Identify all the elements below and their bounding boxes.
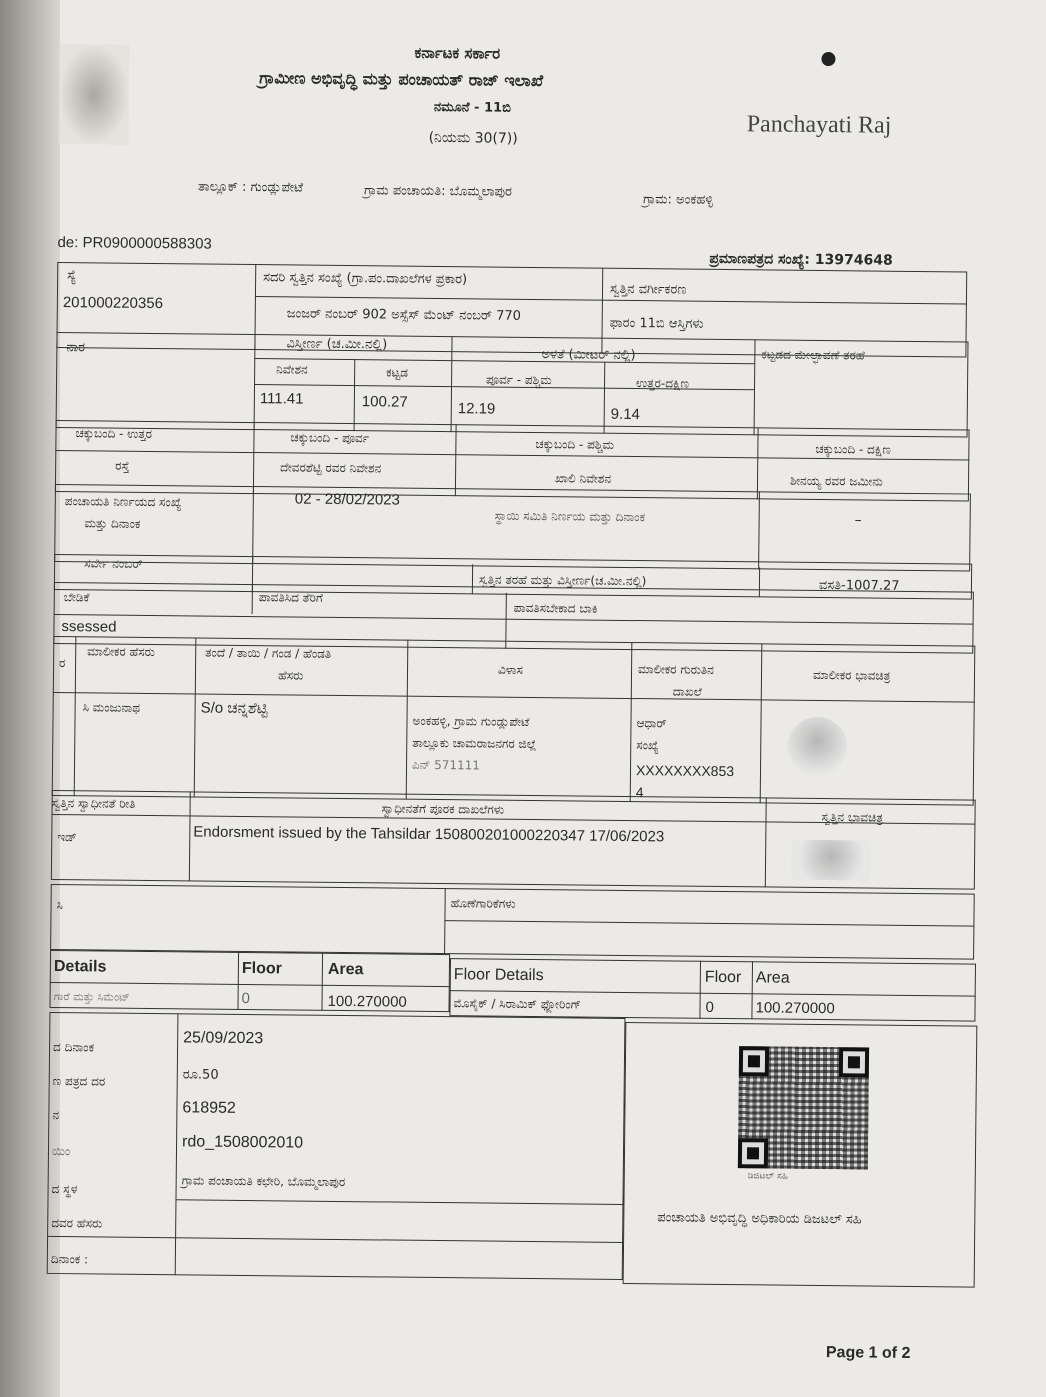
tax-paid-label: ಪಾವತಿಸಿದ ತೆರಿಗೆ <box>258 590 323 605</box>
receipt-label: ನ <box>52 1107 60 1123</box>
north-south-label: ಉತ್ತರ-ದಕ್ಷಿಣ <box>635 376 690 391</box>
site-label: ನಿವೇಶನ <box>276 362 308 377</box>
standing-committee-label: ಸ್ಥಾಯಿ ಸಮಿತಿ ನಿರ್ಣಯ ಮತ್ತು ದಿನಾಂಕ <box>494 508 646 525</box>
issue-place-value: ಗ್ರಾಮ ಪಂಚಾಯತಿ ಕಛೇರಿ, ಬೊಮ್ಮಲಾಪುರ <box>181 1173 346 1190</box>
property-id-label: ಸ್ಯೆ <box>67 268 77 284</box>
acquisition-type: ಇಡ್ <box>57 830 77 845</box>
liabilities-label: ಹೊಣೆಗಾರಿಕೆಗಳು <box>450 896 516 911</box>
property-no-label: ಸದರಿ ಸ್ವತ್ತಿನ ಸಂಖ್ಯೆ (ಗ್ರಾ.ಪಂ.ದಾಖಲೆಗಳ ಪ್ರಕಾರ) <box>263 270 468 288</box>
owner-id-type-2: ಸಂಖ್ಯೆ <box>636 738 659 753</box>
site-area-value: 111.41 <box>259 390 304 408</box>
issue-date-value: 25/09/2023 <box>183 1029 264 1048</box>
floor-row-2-details: ಮೊಸೈಕ್ / ಸಿರಾಮಿಕ್ ಫ್ಲೋರಿಂಗ್ <box>453 996 582 1012</box>
floor-row-2-area: 100.270000 <box>755 999 835 1018</box>
floor-header-2: Floor <box>704 968 742 987</box>
page-number: Page 1 of 2 <box>825 1344 911 1362</box>
standing-committee-value: – <box>854 512 862 529</box>
floor-row-1-details: ಗಾರೆ ಮತ್ತು ಸಿಮೆಂಟ್ <box>53 989 130 1004</box>
north-boundary-value: ರಸ್ತೆ <box>115 458 130 473</box>
area-header: Area <box>327 960 364 979</box>
property-type-label: ಸ್ವತ್ತಿನ ವರ್ಗೀಕರಣ <box>609 281 687 298</box>
east-boundary-value: ದೇವರಶೆಟ್ಟಿ ರವರ ನಿವೇಶನ <box>280 460 382 476</box>
floor-row-2-floor: 0 <box>705 998 714 1016</box>
relation-header: ತಂದೆ / ತಾಯಿ / ಗಂಡ / ಹೆಂಡತಿ <box>205 645 332 661</box>
south-boundary-value: ಶೀನಯ್ಯ ರವರ ಜಮೀನು <box>789 473 883 489</box>
certificate-fee-value: ರೂ.50 <box>182 1067 219 1083</box>
resolution-value: 02 - 28/02/2023 <box>294 490 401 509</box>
issue-date-label: ದ ದಿನಾಂಕ <box>53 1039 95 1055</box>
south-boundary-label: ಚಕ್ಕುಬಂದಿ - ದಕ್ಷಿಣ <box>815 441 891 457</box>
owner-id-number: XXXXXXXX853 <box>635 762 735 780</box>
owner-address-1: ಅಂಕಹಳ್ಳಿ, ಗ್ರಾಮ ಗುಂಡ್ಲುಪೇಟೆ <box>412 713 530 729</box>
qr-finder <box>738 1138 768 1168</box>
resolution-label: ಪಂಚಾಯತಿ ನಿರ್ಣಯದ ಸಂಖ್ಯೆ <box>64 494 182 510</box>
receiver-date-label: ದಿನಾಂಕ : <box>50 1251 89 1267</box>
qr-code-icon <box>738 1046 869 1169</box>
digital-signature-label: ಪಂಚಾಯತಿ ಅಭಿವೃದ್ಧಿ ಅಧಿಕಾರಿಯ ಡಿಜಟಲ್ ಸಹಿ <box>657 1210 862 1228</box>
resolution-label-2: ಮತ್ತು ದಿನಾಂಕ <box>84 516 141 531</box>
issue-place-label: ದ ಸ್ಥಳ <box>51 1181 78 1197</box>
form-11b-page <box>46 4 980 1394</box>
owner-address-2: ತಾಲ್ಲೂಕು ಚಾಮರಾಜನಗರ ಜಿಲ್ಲೆ <box>412 735 537 752</box>
owner-id-number-2: 4 <box>635 784 644 801</box>
tax-due-label: ಪಾವತಿಸಬೇಕಾದ ಬಾಕಿ <box>513 600 598 616</box>
owner-photo <box>787 717 848 778</box>
dept-title: ಗ್ರಾಮೀಣ ಅಭಿವೃದ್ಧಿ ಮತ್ತು ಪಂಚಾಯತ್ ರಾಜ್ ಇಲಾಖೆ <box>259 68 544 91</box>
id-doc-header-2: ದಾಖಲೆ <box>672 684 702 699</box>
certificate-number: ಪ್ರಮಾಣಪತ್ರದ ಸಂಖ್ಯೆ: 13974648 <box>709 250 893 269</box>
qr-finder <box>739 1046 769 1076</box>
measure-label: ಅಳತೆ (ಮೀಟರ್ ನಲ್ಲಿ) <box>541 347 636 364</box>
qr-finder <box>839 1047 869 1077</box>
acquisition-label: ಸ್ವತ್ತಿನ ಸ್ವಾಧೀನತೆ ರೀತಿ <box>51 795 136 811</box>
issued-by-label: ಯಿಂ <box>51 1143 71 1159</box>
acquisition-docs-label: ಸ್ವಾಧೀನತೆಗೆ ಪೂರಕ ದಾಖಲೆಗಳು <box>381 801 505 817</box>
survey-number-label: ಸರ್ವೇ ನಂಬರ್ <box>84 556 143 571</box>
certificate-fee-label: ಣ ಪತ್ರದ ದರ <box>52 1073 106 1089</box>
demand-label: ಬೇಡಿಕೆ <box>63 590 90 605</box>
property-no-value: ಜಂಜರ್ ನಂಬರ್ 902 ಅಸ್ಸೆಸ್ ಮೆಂಟ್ ನಂಬರ್ 770 <box>286 306 522 324</box>
owner-col-0: ರ <box>59 656 66 671</box>
id-doc-header: ಮಾಲೀಕರ ಗುರುತಿನ <box>637 662 714 677</box>
owner-photo-header: ಮಾಲೀಕರ ಭಾವಚಿತ್ರ <box>812 667 891 683</box>
property-code: de: PR0900000588303 <box>57 233 212 253</box>
receipt-value: 618952 <box>182 1099 236 1117</box>
acquisition-document: Endorsment issued by the Tahsildar 150800201000220347 17/06/2023 <box>193 823 665 846</box>
form-number: ನಮೂನೆ - 11ಬಿ <box>433 99 511 116</box>
brand-panchayati-raj: Panchayati Raj <box>746 111 892 139</box>
floor-row-1-floor: 0 <box>241 989 251 1008</box>
east-west-value: 12.19 <box>457 400 496 418</box>
village-label: ಗ್ರಾಮ: ಅಂಕಹಳ್ಳಿ <box>642 192 714 208</box>
property-photo <box>791 840 871 881</box>
property-type-value: ಫಾರಂ 11ಬಿ ಆಸ್ತಿಗಳು <box>609 315 704 332</box>
construction-type-label: ಕಟ್ಟಡದ ಮೇಲ್ಛಾವಣೆ ತರಹೆ <box>761 347 865 363</box>
owner-id-type: ಆಧಾರ್ <box>636 716 667 731</box>
issued-by-value: rdo_1508002010 <box>182 1133 304 1152</box>
north-south-value: 9.14 <box>610 405 641 424</box>
owner-relation: S/o ಚನ್ನಶೆಟ್ಟಿ <box>200 699 268 718</box>
west-boundary-label: ಚಕ್ಕುಬಂದಿ - ಪಶ್ಚಿಮ <box>535 437 615 452</box>
government-emblem-icon <box>59 44 130 145</box>
property-type-area-label: ಸ್ವತ್ತಿನ ತರಹೆ ಮತ್ತು ವಿಸ್ತೀರ್ಣ(ಚ.ಮೀ.ನಲ್ಲಿ) <box>478 572 647 589</box>
qr-caption: ಡಿಜಿಟಲ್ ಸಹಿ <box>747 1171 788 1182</box>
building-area-value: 100.27 <box>361 393 408 411</box>
owner-name: ಸಿ ಮಂಜುನಾಥ <box>82 700 141 715</box>
ink-dot <box>821 52 835 66</box>
area-header-2: Area <box>755 969 790 987</box>
east-west-label: ಪೂರ್ವ - ಪಶ್ಚಿಮ <box>486 372 552 388</box>
address-header: ವಿಳಾಸ <box>497 662 524 677</box>
east-boundary-label: ಚಕ್ಕುಬಂದಿ - ಪೂರ್ವ <box>290 430 370 446</box>
taluk-label: ತಾಲ್ಲೂಕ್ : ಗುಂಡ್ಲುಪೇಟೆ <box>198 179 304 196</box>
floor-details-header-2: Floor Details <box>453 966 544 985</box>
west-boundary-value: ಖಾಲಿ ನಿವೇಶನ <box>554 471 612 486</box>
floor-header: Floor <box>241 959 282 978</box>
relation-header-2: ಹೆಸರು <box>277 668 304 683</box>
north-boundary-label: ಚಕ್ಕುಬಂದಿ - ಉತ್ತರ <box>75 426 153 441</box>
floor-row-1-area: 100.270000 <box>327 992 407 1011</box>
rule-number: (ನಿಯಮ 30(7)) <box>428 129 518 147</box>
gp-label: ಗ್ರಾಮ ಪಂಚಾಯತಿ: ಬೊಮ್ಮಲಾಪುರ <box>363 183 513 200</box>
owner-address-3: ಪಿನ್ 571111 <box>411 757 481 773</box>
property-photo-label: ಸ್ವತ್ತಿನ ಭಾವಚಿತ್ರ <box>821 810 884 825</box>
assessed-label: ssessed <box>61 618 117 636</box>
dims-row-label: ನಾರ <box>66 340 86 356</box>
property-id-value: 201000220356 <box>62 294 164 313</box>
floor-details-header: Details <box>53 957 107 976</box>
receiver-name-label: ದವರ ಹೆಸರು <box>51 1215 103 1231</box>
area-label: ವಿಸ್ತೀರ್ಣ (ಚ.ಮೀ.ನಲ್ಲಿ) <box>286 336 388 353</box>
property-type-area-value: ವಸತಿ-1007.27 <box>818 577 900 594</box>
building-label: ಕಟ್ಟಡ <box>386 365 408 380</box>
liabilities-left: ಸಿ <box>56 898 64 913</box>
owner-name-header: ಮಾಲೀಕರ ಹೆಸರು <box>87 644 155 660</box>
govt-title: ಕರ್ನಾಟಕ ಸರ್ಕಾರ <box>414 43 501 63</box>
